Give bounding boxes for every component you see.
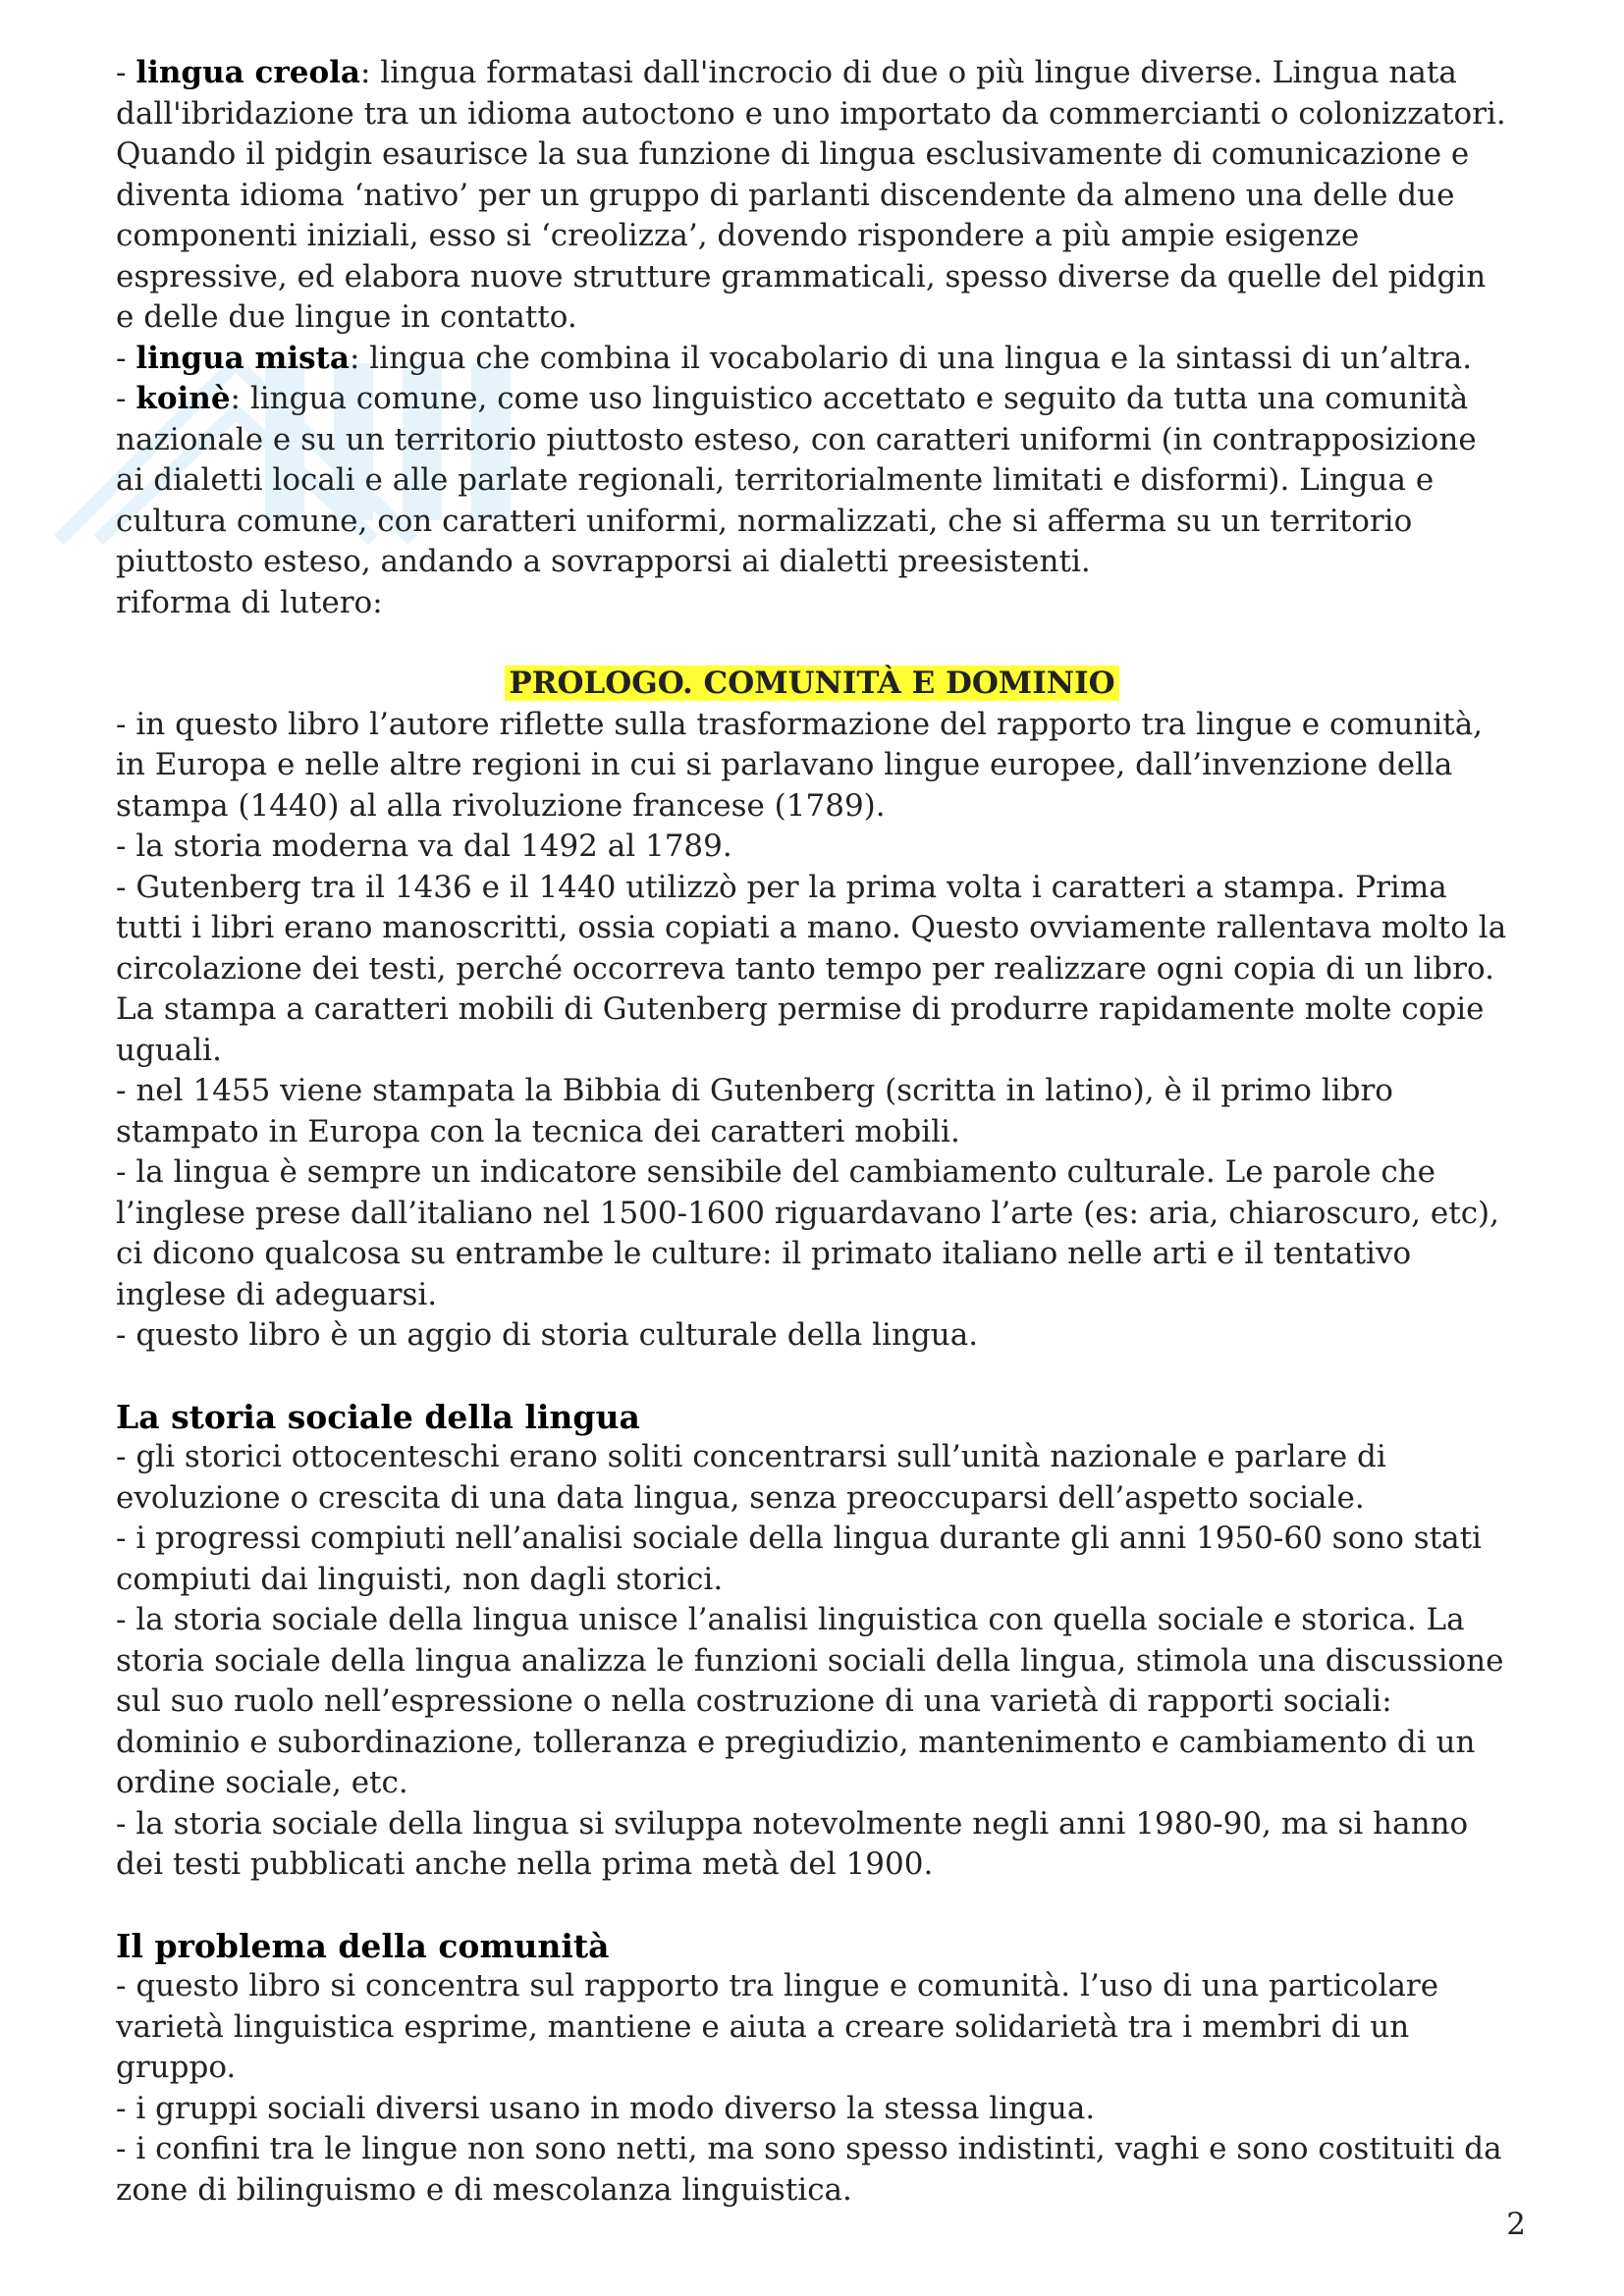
term: lingua creola bbox=[135, 55, 360, 90]
term: lingua mista bbox=[135, 340, 350, 376]
section-title-storia-sociale: La storia sociale della lingua bbox=[116, 1397, 640, 1436]
definition-koine: - koinè: lingua comune, come uso linguistico accettato e seguito da tutta una comunità nazionale e su un territorio piuttosto esteso, con caratteri uniformi (in contrapposizione ai dialetti locali e alle parlate regionali, territorialmente limitati e disformi). Lingua e cultura comune, con caratteri uniformi, normalizzati, che si afferma su un territorio piuttosto esteso, andando a sovrapporsi ai dialetti preesistenti. bbox=[116, 381, 1477, 579]
definition-text: : lingua che combina il vocabolario di una lingua e la sintassi di un’altra. bbox=[349, 340, 1473, 376]
section-paragraph: - la storia sociale della lingua si sviluppa notevolmente negli anni 1980-90, ma si hanno dei testi pubblicati anche nella prima metà del 1900. bbox=[116, 1805, 1469, 1882]
section-paragraph: - i gruppi sociali diversi usano in modo diverso la stessa lingua. bbox=[116, 2090, 1096, 2126]
section-paragraph: - gli storici ottocenteschi erano soliti concentrarsi sull’unità nazionale e parlare di evoluzione o crescita di una data lingua, senza preoccuparsi dell’aspetto sociale. bbox=[116, 1439, 1386, 1516]
section-paragraph: - i confini tra le lingue non sono netti, ma sono spesso indistinti, vaghi e sono costituiti da zone di bilinguismo e di mescolanza linguistica. bbox=[116, 2131, 1502, 2208]
definition-text: : lingua formatasi dall'incrocio di due o più lingue diverse. Lingua nata dall'ibridazione tra un idioma autoctono e uno importato da commercianti o colonizzatori. Quando il pidgin esaurisce la sua funzione di lingua esclusivamente di comunicazione e diventa idioma ‘nativo’ per un gruppo di parlanti discendente da almeno una delle due componenti iniziali, esso si ‘creolizza’, dovendo rispondere a più ampie esigenze espressive, ed elabora nuove strutture grammaticali, spesso diverse da quelle del pidgin e delle due lingue in contatto. bbox=[116, 55, 1506, 335]
prologue-paragraph: - questo libro è un aggio di storia culturale della lingua. bbox=[116, 1317, 979, 1353]
definition-creola: - lingua creola: lingua formatasi dall'incrocio di due o più lingue diverse. Lingua nata dall'ibridazione tra un idioma autoctono e uno importato da commercianti o colonizzatori. Quando il pidgin esaurisce la sua funzione di lingua esclusivamente di comunicazione e diventa idioma ‘nativo’ per un gruppo di parlanti discendente da almeno una delle due componenti iniziali, esso si ‘creolizza’, dovendo rispondere a più ampie esigenze espressive, ed elabora nuove strutture grammaticali, spesso diverse da quelle del pidgin e delle due lingue in contatto. bbox=[116, 55, 1506, 335]
prologue-paragraph: - nel 1455 viene stampata la Bibbia di Gutenberg (scritta in latino), è il primo libro stampato in Europa con la tecnica dei caratteri mobili. bbox=[116, 1073, 1393, 1149]
heading-highlight: PROLOGO. COMUNITÀ E DOMINIO bbox=[505, 666, 1118, 701]
page-number: 2 bbox=[1506, 2207, 1526, 2242]
riforma-line: riforma di lutero: bbox=[116, 584, 383, 620]
chapter-heading bbox=[116, 664, 1508, 705]
prologue-paragraph: - in questo libro l’autore riflette sulla trasformazione del rapporto tra lingue e comunità, in Europa e nelle altre regioni in cui si parlavano lingue europee, dall’invenzione della stampa (1440) al alla rivoluzione francese (1789). bbox=[116, 706, 1484, 824]
prologue-paragraph: - la storia moderna va dal 1492 al 1789. bbox=[116, 828, 732, 864]
section-paragraph: - la storia sociale della lingua unisce l’analisi linguistica con quella sociale e storica. La storia sociale della lingua analizza le funzioni sociali della lingua, stimola una discussione sul suo ruolo nell’espressione o nella costruzione di una varietà di rapporti sociali: dominio e subordinazione, tolleranza e pregiudizio, mantenimento e cambiamento di un ordine sociale, etc. bbox=[116, 1602, 1504, 1800]
prologue-paragraph: - Gutenberg tra il 1436 e il 1440 utilizzò per la prima volta i caratteri a stampa. Prima tutti i libri erano manoscritti, ossia copiati a mano. Questo ovviamente rallentava molto la circolazione dei testi, perché occorreva tanto tempo per realizzare ogni copia di un libro. La stampa a caratteri mobili di Gutenberg permise di produrre rapidamente molte copie uguali. bbox=[116, 869, 1507, 1068]
section-title-problema-comunita: Il problema della comunità bbox=[116, 1926, 610, 1965]
definition-mista: - lingua mista: lingua che combina il vocabolario di una lingua e la sintassi di un’altra. bbox=[116, 340, 1473, 376]
section-paragraph: - questo libro si concentra sul rapporto tra lingue e comunità. l’uso di una particolare varietà linguistica esprime, mantiene e aiuta a creare solidarietà tra i membri di un gruppo. bbox=[116, 1968, 1439, 2085]
term: koinè bbox=[135, 381, 231, 416]
definition-text: : lingua comune, come uso linguistico accettato e seguito da tutta una comunità nazionale e su un territorio piuttosto esteso, con caratteri uniformi (in contrapposizione ai dialetti locali e alle parlate regionali, territorialmente limitati e disformi). Lingua e cultura comune, con caratteri uniformi, normalizzati, che si afferma su un territorio piuttosto esteso, andando a sovrapporsi ai dialetti preesistenti. bbox=[116, 381, 1477, 579]
prologue-paragraph: - la lingua è sempre un indicatore sensibile del cambiamento culturale. Le parole che l’inglese prese dall’italiano nel 1500-1600 riguardavano l’arte (es: aria, chiaroscuro, etc), ci dicono qualcosa su entrambe le culture: il primato italiano nelle arti e il tentativo inglese di adeguarsi. bbox=[116, 1154, 1500, 1312]
section-paragraph: - i progressi compiuti nell’analisi sociale della lingua durante gli anni 1950-60 sono stati compiuti dai linguisti, non dagli storici. bbox=[116, 1521, 1482, 1597]
